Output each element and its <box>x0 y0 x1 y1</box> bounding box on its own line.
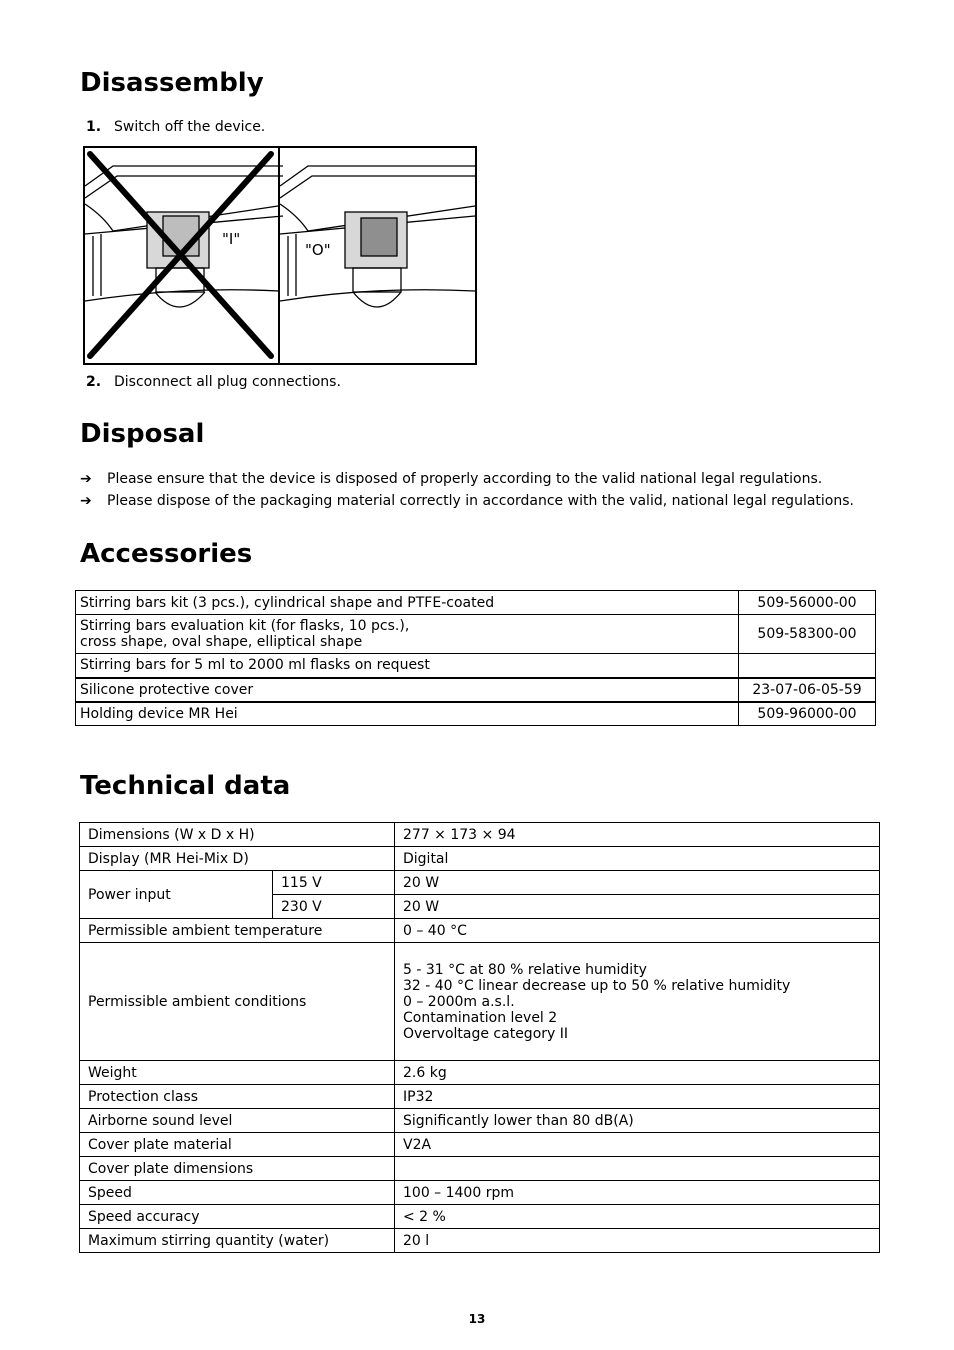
spec-value: V2A <box>395 1133 880 1157</box>
spec-label: Protection class <box>80 1085 395 1109</box>
table-row <box>80 1229 880 1253</box>
spec-value: 100 – 1400 rpm <box>395 1181 880 1205</box>
heading-technical-data: Technical data <box>80 771 291 801</box>
spec-value: 20 W <box>395 895 880 919</box>
table-row <box>80 1061 880 1085</box>
arrow-right-icon: ➔ <box>80 471 92 487</box>
accessory-code: 509-96000-00 <box>739 702 876 726</box>
table-row <box>80 1133 880 1157</box>
spec-label: Speed <box>80 1181 395 1205</box>
heading-accessories: Accessories <box>80 539 253 569</box>
accessories-table <box>75 590 876 726</box>
spec-value: < 2 % <box>395 1205 880 1229</box>
table-row <box>76 678 876 702</box>
accessory-code: 509-56000-00 <box>739 591 876 615</box>
disposal-bullet <box>80 471 822 487</box>
spec-value-line: Contamination level 2 <box>403 1009 558 1026</box>
spec-label: Display (MR Hei-Mix D) <box>80 847 395 871</box>
page-number: 13 <box>468 1312 486 1326</box>
spec-label: Cover plate material <box>80 1133 395 1157</box>
accessory-code <box>739 654 876 678</box>
heading-disposal: Disposal <box>80 419 205 449</box>
spec-label: Maximum stirring quantity (water) <box>80 1229 395 1253</box>
spec-value-line: 32 - 40 °C linear decrease up to 50 % relative humidity <box>403 977 791 994</box>
table-row <box>80 1085 880 1109</box>
spec-label: Airborne sound level <box>80 1109 395 1133</box>
technical-data-table <box>79 822 880 1253</box>
spec-value-line: 0 – 2000m a.s.l. <box>403 993 515 1010</box>
accessory-item-line: Stirring bars evaluation kit (for flasks, 10 pcs.), <box>80 618 410 634</box>
spec-value <box>395 943 880 1061</box>
accessory-item: Holding device MR Hei <box>76 702 739 726</box>
table-row <box>80 1157 880 1181</box>
spec-value: 0 – 40 °C <box>395 919 880 943</box>
accessory-item-line: cross shape, oval shape, elliptical shape <box>80 634 363 650</box>
step-2 <box>86 374 341 390</box>
table-row <box>80 823 880 847</box>
table-row <box>80 919 880 943</box>
spec-voltage: 115 V <box>273 871 395 895</box>
spec-value: 20 l <box>395 1229 880 1253</box>
spec-label: Dimensions (W x D x H) <box>80 823 395 847</box>
spec-label: Weight <box>80 1061 395 1085</box>
table-row <box>80 1181 880 1205</box>
switch-figure <box>83 146 477 366</box>
table-row <box>76 615 876 654</box>
label-on: "I" <box>222 230 241 248</box>
spec-label: Permissible ambient temperature <box>80 919 395 943</box>
bullet-text: Please dispose of the packaging material correctly in accordance with the valid, national legal regulations. <box>107 493 854 509</box>
table-row <box>76 591 876 615</box>
arrow-right-icon: ➔ <box>80 493 92 509</box>
bullet-text: Please ensure that the device is disposed of properly according to the valid national legal regulations. <box>107 471 823 487</box>
accessory-item: Stirring bars for 5 ml to 2000 ml flasks on request <box>76 654 739 678</box>
step-text: Disconnect all plug connections. <box>114 374 341 390</box>
table-row <box>80 1205 880 1229</box>
table-row <box>80 847 880 871</box>
step-number: 2. <box>86 374 102 390</box>
accessory-item: Silicone protective cover <box>76 678 739 702</box>
table-row <box>80 871 880 895</box>
spec-label: Permissible ambient conditions <box>80 943 395 1061</box>
spec-voltage: 230 V <box>273 895 395 919</box>
step-text: Switch off the device. <box>114 119 266 135</box>
spec-label: Cover plate dimensions <box>80 1157 395 1181</box>
spec-value: 277 × 173 × 94 <box>395 823 880 847</box>
label-off: "O" <box>305 241 331 259</box>
spec-value: IP32 <box>395 1085 880 1109</box>
accessory-code: 23-07-06-05-59 <box>739 678 876 702</box>
heading-disassembly: Disassembly <box>80 68 264 98</box>
table-row <box>76 702 876 726</box>
step-1 <box>86 119 265 135</box>
spec-value-line: Overvoltage category II <box>403 1025 569 1042</box>
step-number: 1. <box>86 119 102 135</box>
spec-value <box>395 1157 880 1181</box>
spec-label: Power input <box>80 871 273 919</box>
table-row <box>76 654 876 678</box>
disposal-bullet <box>80 493 854 509</box>
spec-label: Speed accuracy <box>80 1205 395 1229</box>
table-row <box>80 943 880 1061</box>
accessory-item <box>76 615 739 654</box>
spec-value: Significantly lower than 80 dB(A) <box>395 1109 880 1133</box>
table-row <box>80 1109 880 1133</box>
accessory-code: 509-58300-00 <box>739 615 876 654</box>
accessory-item: Stirring bars kit (3 pcs.), cylindrical shape and PTFE-coated <box>76 591 739 615</box>
spec-value: 2.6 kg <box>395 1061 880 1085</box>
spec-value-line: 5 - 31 °C at 80 % relative humidity <box>403 961 647 978</box>
spec-value: Digital <box>395 847 880 871</box>
spec-value: 20 W <box>395 871 880 895</box>
